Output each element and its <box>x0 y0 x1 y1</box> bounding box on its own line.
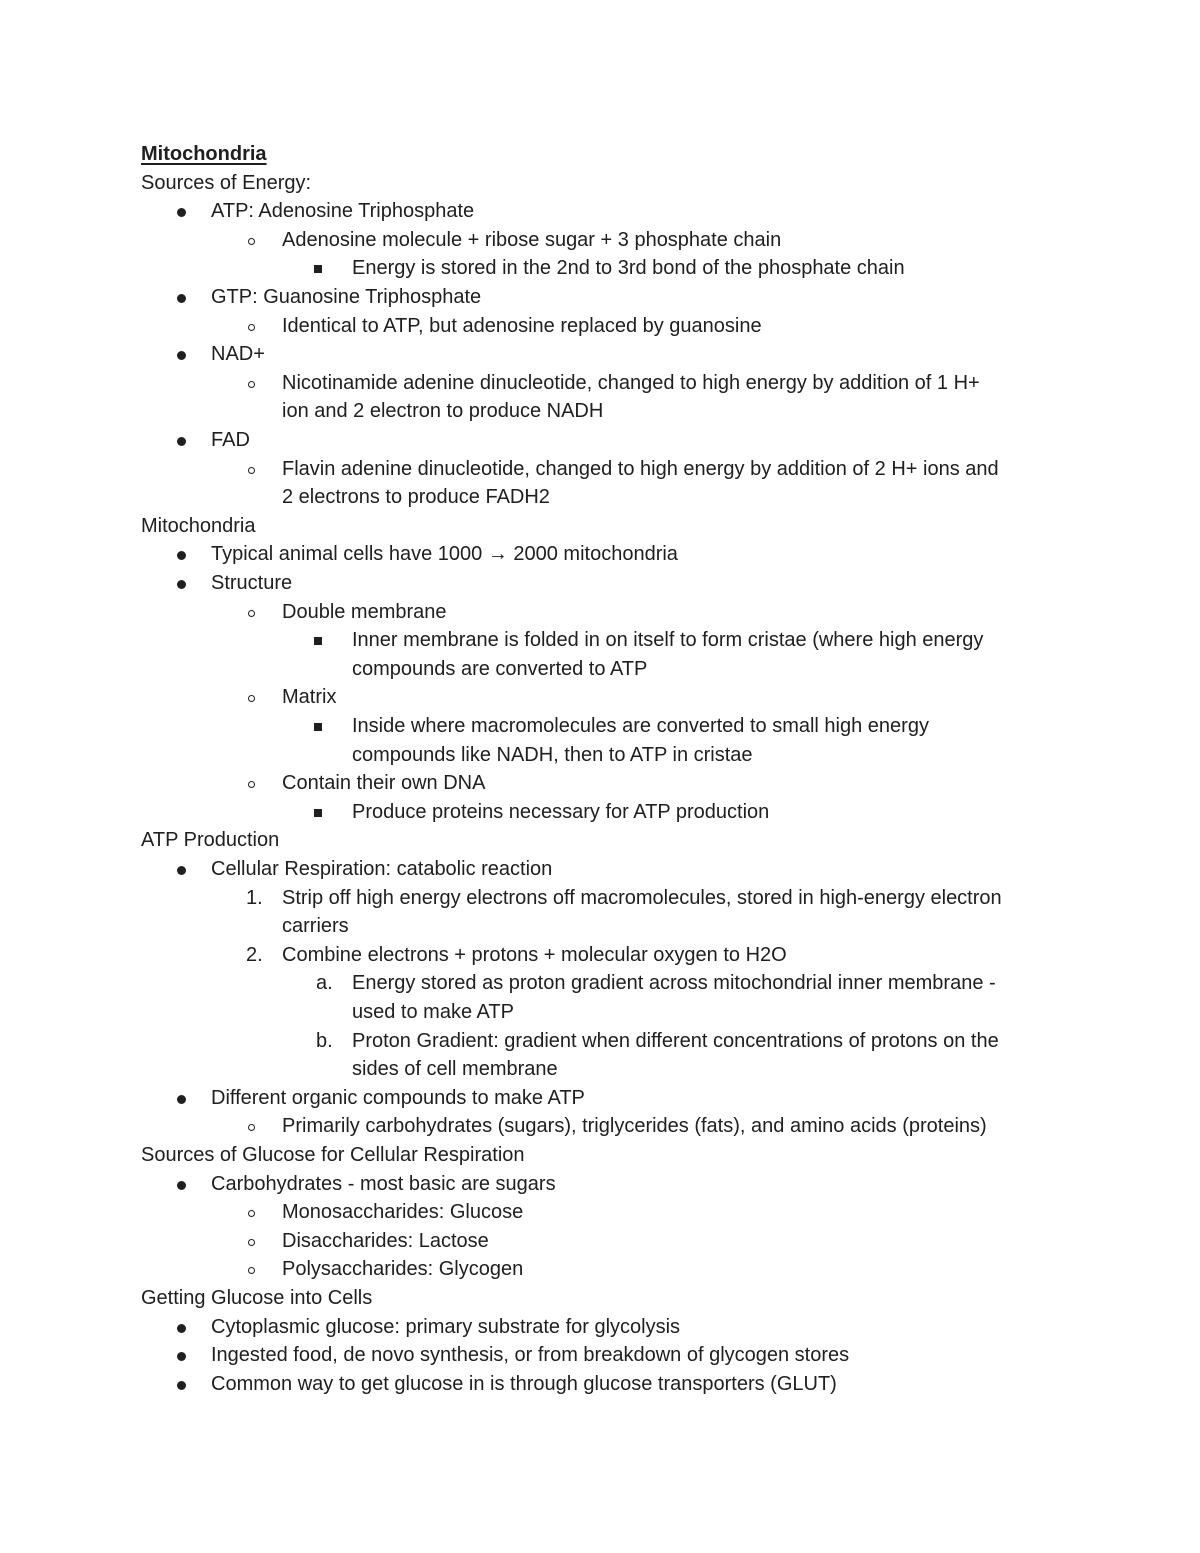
list-item-text: 2 electrons to produce FADH2 <box>282 486 550 509</box>
list-item-text: compounds like NADH, then to ATP in cristae <box>352 743 753 766</box>
list-item-text: Cellular Respiration: catabolic reaction <box>211 858 553 880</box>
section-heading: Sources of Energy: <box>141 171 312 194</box>
list-item-text: Energy is stored in the 2nd to 3rd bond of the phosphate chain <box>352 257 905 280</box>
list-item-text: Polysaccharides: Glycogen <box>282 1258 524 1281</box>
list-item-text: Nicotinamide adenine dinucleotide, changed to high energy by addition of 1 H+ <box>282 371 980 394</box>
bullet-square-icon <box>314 265 322 273</box>
list-item-text: NAD+ <box>211 343 265 366</box>
bullet-dot-icon <box>177 351 186 360</box>
list-item-text: Flavin adenine dinucleotide, changed to high energy by addition of 2 H+ ions and <box>282 457 999 480</box>
list-item-text: Typical animal cells have 1000 → 2000 mitochondria <box>211 543 678 566</box>
bullet-circle-icon <box>248 238 255 245</box>
bullet-circle-icon <box>248 467 255 474</box>
list-item-text: Different organic compounds to make ATP <box>211 1086 585 1109</box>
list-item-text: Identical to ATP, but adenosine replaced by guanosine <box>282 314 762 337</box>
list-number-marker: 1. <box>246 886 263 909</box>
bullet-circle-icon <box>248 381 255 388</box>
list-item-text: Primarily carbohydrates (sugars), triglycerides (fats), and amino acids (proteins) <box>282 1115 987 1138</box>
bullet-circle-icon <box>248 1124 255 1131</box>
bullet-circle-icon <box>248 781 255 788</box>
list-item-text: carriers <box>282 915 349 938</box>
list-item-text: Inside where macromolecules are converted to small high energy <box>352 715 929 737</box>
bullet-circle-icon <box>248 695 255 702</box>
list-item-text: Inner membrane is folded in on itself to form cristae (where high energy <box>352 629 984 652</box>
bullet-dot-icon <box>177 866 186 875</box>
list-item-text: Cytoplasmic glucose: primary substrate for glycolysis <box>211 1315 681 1338</box>
list-item-text: Monosaccharides: Glucose <box>282 1201 524 1224</box>
bullet-square-icon <box>314 723 322 731</box>
bullet-dot-icon <box>177 1181 186 1190</box>
list-item-text: Common way to get glucose in is through glucose transporters (GLUT) <box>211 1372 837 1395</box>
list-item-text: Adenosine molecule + ribose sugar + 3 phosphate chain <box>282 228 782 251</box>
section-heading: Mitochondria <box>141 514 256 537</box>
list-item-text: Strip off high energy electrons off macromolecules, stored in high-energy electron <box>282 886 1002 909</box>
list-item-text: GTP: Guanosine Triphosphate <box>211 286 482 308</box>
section-heading: Sources of Glucose for Cellular Respiration <box>141 1144 525 1166</box>
list-number-marker: b. <box>316 1029 333 1052</box>
bullet-dot-icon <box>177 208 186 217</box>
bullet-square-icon <box>314 637 322 645</box>
bullet-circle-icon <box>248 324 255 331</box>
list-item-text: Double membrane <box>282 600 447 623</box>
list-number-marker: 2. <box>246 943 263 966</box>
list-item-text: used to make ATP <box>352 1001 514 1023</box>
bullet-dot-icon <box>177 1381 186 1390</box>
list-item-text: ATP: Adenosine Triphosphate <box>211 200 475 223</box>
bullet-square-icon <box>314 809 322 817</box>
bullet-dot-icon <box>177 1095 186 1104</box>
bullet-dot-icon <box>177 551 186 560</box>
bullet-circle-icon <box>248 1239 255 1246</box>
bullet-dot-icon <box>177 294 186 303</box>
bullet-circle-icon <box>248 1267 255 1274</box>
list-item-text: Carbohydrates - most basic are sugars <box>211 1172 556 1195</box>
bullet-dot-icon <box>177 1352 186 1361</box>
list-item-text: Proton Gradient: gradient when different concentrations of protons on the <box>352 1029 999 1052</box>
list-item-text: Disaccharides: Lactose <box>282 1229 489 1252</box>
list-item-text: Structure <box>211 572 293 594</box>
section-heading: Getting Glucose into Cells <box>141 1287 373 1309</box>
bullet-circle-icon <box>248 610 255 617</box>
list-item-text: Ingested food, de novo synthesis, or from breakdown of glycogen stores <box>211 1344 850 1367</box>
bullet-dot-icon <box>177 437 186 446</box>
document-title: Mitochondria <box>141 143 267 165</box>
bullet-circle-icon <box>248 1210 255 1217</box>
list-item-text: ion and 2 electron to produce NADH <box>282 400 604 423</box>
list-item-text: Produce proteins necessary for ATP production <box>352 800 770 823</box>
list-item-text: Contain their own DNA <box>282 772 486 795</box>
list-item-text: Energy stored as proton gradient across mitochondrial inner membrane - <box>352 972 996 995</box>
list-number-marker: a. <box>316 972 333 995</box>
list-item-text: compounds are converted to ATP <box>352 657 648 680</box>
bullet-dot-icon <box>177 580 186 589</box>
list-item-text: Matrix <box>282 686 337 709</box>
list-item-text: FAD <box>211 429 250 451</box>
section-heading: ATP Production <box>141 829 280 852</box>
bullet-dot-icon <box>177 1324 186 1333</box>
list-item-text: Combine electrons + protons + molecular oxygen to H2O <box>282 943 787 966</box>
list-item-text: sides of cell membrane <box>352 1058 558 1081</box>
